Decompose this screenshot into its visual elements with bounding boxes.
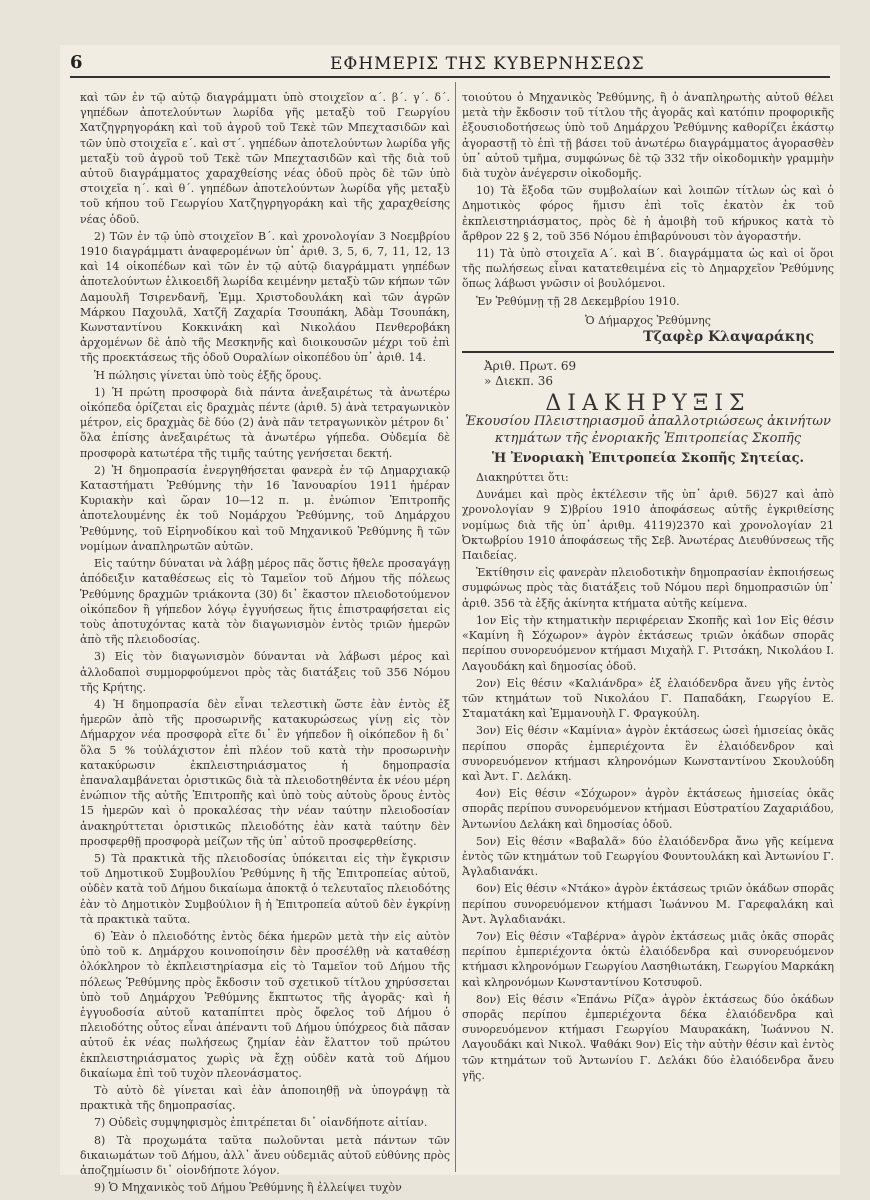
paragraph: 8) Τὰ προχωμάτα ταῦτα πωλοῦνται μετὰ πάντων τῶν δικαιωμάτων τοῦ Δήμου, ἀλλ᾽ ἄνευ οὐδεμιᾶς αὐτοῦ εὐθύνης πρὸς ἀποζημίωσιν δι᾽ οἱονδήποτε λόγον. bbox=[80, 1133, 450, 1178]
paragraph: 3) Εἰς τὸν διαγωνισμὸν δύνανται νὰ λάβωσι μέρος καὶ ἀλλοδαποὶ συμμορφούμενοι πρὸς τὰς διατάξεις τοῦ 356 Νόμου τῆς Κρήτης. bbox=[80, 650, 450, 694]
announcement-title: ΔΙΑΚΗΡΥΞΙΣ bbox=[545, 390, 751, 416]
protocol-number: Ἀριθ. Πρωτ. 69 bbox=[484, 359, 577, 374]
paragraph: 2) Τῶν ἐν τῷ ὑπὸ στοιχεῖον Β΄. καὶ χρονολογίαν 3 Νοεμβρίου 1910 διαγράμματι ἀναφερομένων ὑπ᾽ ἀριθ. 3, 5, 6, 7, 11, 12, 13 καὶ 14 οἰκοπέδων καὶ τῶν ἐν τῷ αὐτῷ διαγράμματι γηπέδων ἀποτελούντων ἑλικοειδῆ λωρίδα κειμένην μεταξὺ τῶν κήπων τῶν Δαμουλῆ Τσιρενδανῆ, Ἐμμ. Χριστοδουλάκη καὶ τῶν ἀγρῶν Μάρκου Παχουλᾶ, Χατζῆ Ζαχαρία Τσουπάκη, Ἀδὰμ Τσουπάκη, Κωνσταντίνου Κοκκινάκη καὶ Νικολάου Πενθεροβάκη ἀρχομένων δὲ ἀπὸ τῆς Μεσκηνῆς καὶ διοικουσῶν μέχρι τοῦ ἐπὶ τῆς προεκτάσεως τῆς ὁδοῦ Ουραλίων οἰκοπέδου ὑπ᾽ ἀριθ. 14. bbox=[80, 229, 450, 365]
announcement-issuer: Ἡ Ἐνοριακὴ Ἐπιτροπεία Σκοπῆς Σητείας. bbox=[491, 450, 805, 466]
paragraph: 3ον) Εἰς θέσιν «Καμίνια» ἀγρὸν ἐκτάσεως ὡσεὶ ἡμισείας ὀκᾶς περίπου σπορᾶς ἐμπεριέχοντα ἓν ἐλαιόδενδρον καὶ συνορευόμενον κτήμασι κληρονόμων Κωνσταντίνου Σκουλούδη καὶ Ἀντ. Γ. Δελάκη. bbox=[462, 724, 834, 783]
right-column bbox=[462, 90, 834, 1085]
paragraph: 4ον) Εἰς θέσιν «Σόχωρον» ἀγρὸν ἐκτάσεως ἡμισείας ὀκᾶς σπορᾶς περίπου συνορευόμενον κτήμασι Εὐστρατίου Ζαχαριάδου, Ἀντωνίου Δελάκη καὶ δημοσίας ὁδοῦ. bbox=[462, 787, 834, 831]
paragraph: 4) Ἡ δημοπρασία δὲν εἶναι τελεστικὴ ὥστε ἐὰν ἐντὸς ἐξ ἡμερῶν ἀπὸ τῆς προσωρινῆς κατακυρώσεως γίνῃ εἰς τὸν Δήμαρχον νέα προσφορὰ εἴτε δι᾽ ἓν γήπεδον ἢ οἰκόπεδον ἢ δι᾽ ὅλα 5 % τοὐλάχιστον ἐπὶ πλέον τοῦ κατὰ τὴν προσωρινὴν κατακύρωσιν ἐκπλειστηριάσματος ἡ δημοπρασία ἐπαναλαμβάνεται ὁριστικῶς διὰ τὰ πλειοδοτηθέντα ἐκ νέου μέρη ἐνώπιον τῆς αὐτῆς Ἐπιτροπῆς καὶ ὑπὸ τοὺς αὐτοὺς ὅρους ἐντὸς 15 ἡμερῶν καὶ ὁ προκαλέσας τὴν νέαν ταύτην πλειοδοσίαν ἀνακηρύττεται ὁριστικῶς πλειοδότης ἐὰν κατὰ ταύτην δὲν προσφερθῇ προσφορὰ μείζων τῆς ὑπ᾽ αὐτοῦ προσφερθείσης. bbox=[80, 697, 450, 848]
column-divider bbox=[455, 82, 456, 1172]
journal-title: ΕΦΗΜΕΡΙΣ ΤΗΣ ΚΥΒΕΡΝΗΣΕΩΣ bbox=[330, 54, 645, 74]
paragraph: 11) Τὰ ὑπὸ στοιχεῖα Α΄. καὶ Β΄. διαγράμματα ὡς καὶ οἱ ὅροι τῆς πωλήσεως εἶναι κατατεθειμένα εἰς τὸ Δημαρχεῖον Ῥεθύμνης ὅπως λάβωσι γνῶσιν οἱ βουλόμενοι. bbox=[462, 247, 834, 291]
page-number: 6 bbox=[70, 52, 83, 73]
paragraph: 1ον Εἰς τὴν κτηματικὴν περιφέρειαν Σκοπῆς καὶ 1ον Εἰς θέσιν «Καμίνη ἢ Σόχωρον» ἀγρὸν ἐκτάσεως τριῶν ὀκάδων σπορᾶς περίπου συνορευόμενον κτήμασι Μιχαὴλ Γ. Ριτσάκη, Νικολάου Ι. Λαγουδάκη καὶ δημοσίας ὁδοῦ. bbox=[462, 613, 834, 673]
section-divider bbox=[462, 351, 834, 353]
paragraph: καὶ τῶν ἐν τῷ αὐτῷ διαγράμματι ὑπὸ στοιχεῖον α΄. β΄. γ΄. δ΄. γηπέδων ἀποτελούντων λωρίδα γῆς μεταξὺ τοῦ Γεωργίου Χατζηγρηγοράκη καὶ τοῦ ἀγροῦ τοῦ Τεκὲ τῶν Μπεχτασιδῶν καὶ τῶν ὑπὸ στοιχεῖα ε΄. καὶ στ΄. γηπέδων ἀποτελούντων λωρίδα γῆς μεταξὺ τοῦ ἀγροῦ τοῦ Τεκὲ τῶν Μπεχτασιδῶν καὶ τῆς διὰ τοῦ αὐτοῦ διαγράμματος χαραχθείσης νέας ὁδοῦ πρὸς δὲ τῶν ὑπὸ στοιχεῖα η΄. καὶ θ΄. γηπέδων ἀποτελούντων λωρίδα γῆς μεταξὺ τοῦ κήπου τοῦ Γεωργίου Χατζηγρηγοράκη καὶ τῆς χαραχθείσης νέας ὁδοῦ. bbox=[80, 91, 450, 226]
signature-role: Ὁ Δήμαρχος Ῥεθύμνης bbox=[585, 313, 711, 327]
paragraph: 6ον) Εἰς θέσιν «Ντάκο» ἀγρὸν ἐκτάσεως τριῶν ὀκάδων σπορᾶς περίπου συνορευόμενον κτήμασι Ἰωάννου Μ. Γαρεφαλάκη καὶ Ἀντ. Ἀγλαδιανάκι. bbox=[462, 882, 834, 926]
left-column bbox=[80, 90, 450, 1197]
paragraph: 1) Ἡ πρώτη προσφορὰ διὰ πάντα ἀνεξαιρέτως τὰ ἀνωτέρω οἰκόπεδα ὁρίζεται εἰς δραχμὰς πέντε (ἀριθ. 5) ἀνὰ τετραγωνικὸν μέτρον, εἰς δραχμὰς δὲ δύο (2) ἀνὰ πᾶν τετραγωνικὸν μέτρον δι᾽ ὅλα ἐπίσης ἀνεξαιρέτως τὰ ἀνωτέρω γήπεδα. Οὐδεμία δὲ προσφορὰ κατωτέρα τῆς τιμῆς ταύτης γενήσεται δεκτή. bbox=[80, 385, 450, 460]
paragraph: Εἰς ταύτην δύναται νὰ λάβῃ μέρος πᾶς ὅστις ἤθελε προσαγάγῃ ἀπόδειξιν καταθέσεως εἰς τὸ Ταμεῖον τοῦ Δήμου τῆς πόλεως Ῥεθύμνης δραχμῶν τριάκοντα (30) δι᾽ ἕκαστον πλειοδοτούμενον οἰκόπεδον ἢ γήπεδον λόγῳ ἐγγυήσεως ἥτις ἐπιστραφήσεται εἰς τοὺς ἀποτυχόντας κατὰ τὸν διαγωνισμὸν ἐντὸς τριῶν ἡμερῶν ἀπὸ τῆς πλειοδοσίας. bbox=[80, 557, 450, 647]
paragraph: 7) Οὐδεὶς συμψηφισμὸς ἐπιτρέπεται δι᾽ οἱανδήποτε αἰτίαν. bbox=[94, 1116, 428, 1130]
paragraph: 7ον) Εἰς θέσιν «Ταβέρνα» ἀγρὸν ἐκτάσεως μιᾶς ὀκᾶς σπορᾶς περίπου ἐμπεριέχοντα ὀκτὼ ἐλαιόδενδρα καὶ συνορευόμενον κτήμασι κληρονόμων Γεωργίου Λασηθιωτάκη, Γεωργίου Μαρκάκη καὶ κληρονόμων Κωνσταντίνου Κοτσυφοῦ. bbox=[462, 929, 834, 989]
signature-name: Τζαφὲρ Κλαψαράκης bbox=[643, 329, 814, 346]
paragraph: Ἡ πώλησις γίνεται ὑπὸ τοὺς ἑξῆς ὅρους. bbox=[94, 368, 322, 382]
paragraph: Τὸ αὐτὸ δὲ γίνεται καὶ ἐὰν ἀποποιηθῇ νὰ ὑπογράψῃ τὰ πρακτικὰ τῆς δημοπρασίας. bbox=[80, 1084, 450, 1113]
paragraph: τοιούτου ὁ Μηχανικὸς Ῥεθύμνης, ἢ ὁ ἀναπληρωτὴς αὐτοῦ θέλει μετὰ τὴν ἔκδοσιν τοῦ τίτλου τῆς ἀγορᾶς καὶ κατόπιν προφορικῆς ἐξουσιοδοτήσεως ὑπὸ τοῦ Δημάρχου Ῥεθύμνης καθορίζει ἑκάστῳ ἀγοραστῇ τὸ ἐπὶ τῇ βάσει τοῦ ἀνωτέρω διαγράμματος ἀγορασθὲν ὑπ᾽ αὐτοῦ τμῆμα, συμφώνως δὲ τῷ 332 τῆν οἰκοδομικὴν γραμμὴν διὰ τυχὸν ἀνέγερσιν οἰκοδομῆς. bbox=[462, 91, 834, 181]
paragraph: 2ον) Εἰς θέσιν «Καλιάνδρα» ἐξ ἐλαιόδενδρα ἄνευ γῆς ἐντὸς τῶν κτημάτων τοῦ Νικολάου Γ. Παπαδάκη, Γεωργίου Ε. Σταματάκη καὶ Ἐμμανουὴλ Γ. Φραγκούλη. bbox=[462, 676, 834, 721]
paragraph: 8ον) Εἰς θέσιν «Ἐπάνω Ρίζα» ἀγρὸν ἐκτάσεως δύο ὀκάδων σπορᾶς περίπου ἐμπεριέχοντα δέκα ἐλαιόδενδρα καὶ συνορευόμενον κτήμασι Γεωργίου Μαυρακάκη, Ἰωάννου Ν. Λαγουδάκι καὶ Νικολ. Ψαθάκι 9ον) Εἰς τὴν αὐτὴν θέσιν καὶ ἐντὸς τῶν κτημάτων τοῦ Ἀντωνίου Γ. Δελάκι δύο ἐλαιόδενδρα ἄνευ γῆς. bbox=[462, 992, 834, 1082]
paragraph: 5) Τὰ πρακτικὰ τῆς πλειοδοσίας ὑπόκειται εἰς τὴν ἔγκρισιν τοῦ Δημοτικοῦ Συμβουλίου Ῥεθύμνης ἢ τῆς Ἐπιτροπείας αὐτοῦ, οὐδὲν κατὰ τοῦ Δήμου δικαίωμα ἀποκτᾷ ὁ τελευταῖος πλειοδότης ἐὰν τὸ Δημοτικὸν Συμβούλιον ἢ ἡ Ἐπιτροπεία αὐτοῦ δὲν ἐγκρίνῃ τὰ πρακτικὰ ταῦτα. bbox=[80, 851, 450, 926]
paragraph: Δυνάμει καὶ πρὸς ἐκτέλεσιν τῆς ὑπ᾽ ἀριθ. 56)27 καὶ ἀπὸ χρονολογίαν 9 Σ)βρίου 1910 ἀποφάσεως αὐτῆς ἐγκριθείσης νομίμως διὰ τῆς ὑπ᾽ ἀριθμ. 4119)2370 καὶ χρονολογίαν 21 Ὀκτωβρίου 1910 ἀποφάσεως τῆς Σεβ. Ἀνωτέρας Διευθύνσεως τῆς Παιδείας. bbox=[462, 488, 834, 563]
date-line: Ἐν Ῥεθύμνῃ τῇ 28 Δεκεμβρίου 1910. bbox=[476, 294, 680, 308]
page-header bbox=[70, 52, 830, 78]
paragraph: 9) Ὁ Μηχανικὸς τοῦ Δήμου Ῥεθύμνης ἢ ἐλλείψει τυχὸν bbox=[94, 1181, 402, 1195]
paragraph: 6) Ἐὰν ὁ πλειοδότης ἐντὸς δέκα ἡμερῶν μετὰ τὴν εἰς αὐτὸν ὑπὸ τοῦ κ. Δημάρχου κοινοποίησιν δὲν προσέλθῃ νὰ καταθέσῃ ὁλόκληρον τὸ ἐκπλειστηρίασμα εἰς τὸ Ταμεῖον τοῦ Δήμου τῆς πόλεως Ῥεθύμνης πρὸς ἔκδοσιν τοῦ σχετικοῦ τίτλου χηρύσσεται ὑπὸ τοῦ Δημάρχου Ῥεθύμνης ἔκπτωτος τῆς ἀγορᾶς· καὶ ἡ ἐγγυοδοσία αὐτοῦ καταπίπτει πρὸς ὄφελος τοῦ Δήμου ὁ πλειοδότης οὗτος εἶναι ἀπέναντι τοῦ Δήμου ὑπόχρεος διὰ πᾶσαν αὐτοῦ ἐκ νέας πωλήσεως ζημίαν ἐὰν ἔλαττον τοῦ πρώτου ἐκπλειστηριάσματος χωρὶς νὰ ἔχῃ οὐδὲν κατὰ τοῦ Δήμου δικαίωμα ἐπὶ τοῦ τυχὸν πλεονάσματος. bbox=[80, 929, 450, 1080]
paragraph: 2) Ἡ δημοπρασία ἐνεργηθήσεται φανερὰ ἐν τῷ Δημαρχιακῷ Καταστήματι Ῥεθύμνης τὴν 16 Ἰανουαρίου 1911 ἡμέραν Κυριακὴν καὶ ὥραν 10—12 π. μ. ἐνώπιον Ἐπιτροπῆς ἀποτελουμένης ἐκ τοῦ Νομάρχου Ῥεθύμνης, τοῦ Δημάρχου Ῥεθύμνης, τοῦ Εἰρηνοδίκου καὶ τοῦ Μηχανικοῦ Ῥεθύμνης ἢ τῶν νομίμων ἀναπληρωτῶν αὐτῶν. bbox=[80, 463, 450, 553]
announcement-subtitle: Ἑκουσίου Πλειστηριασμοῦ ἀπαλλοτριώσεως ἀκινήτων κτημάτων τῆς ἐνοριακῆς Ἐπιτροπείας Σκοπῆς bbox=[465, 413, 831, 446]
paragraph: 10) Τὰ ἔξοδα τῶν συμβολαίων καὶ λοιπῶν τίτλων ὡς καὶ ὁ Δημοτικὸς φόρος ἥμισυ ἐπὶ τοῖς ἑκατὸν ἐκ τοῦ ἐκπλειστηριάσματος, πρὸς δὲ ἡ ἀμοιβὴ τοῦ κήρυκος κατὰ τὸ ἄρθρον 22 § 2, τοῦ 356 Νόμου ἐπιβαρύνουσι τὸν ἀγοραστήν. bbox=[462, 184, 834, 243]
diekp-number: » Διεκπ. 36 bbox=[484, 374, 554, 389]
paragraph: Διακηρύττει ὅτι: bbox=[476, 471, 569, 485]
paragraph: 5ον) Εἰς θέσιν «Βαβαλᾶ» δύο ἐλαιόδενδρα ἄνω γῆς κείμενα ἐντὸς τῶν κτημάτων τοῦ Γεωργίου Φουντουλάκη καὶ Ἀντωνίου Γ. Ἀγλαδιανάκι. bbox=[462, 834, 834, 879]
paragraph: Ἐκτίθησιν εἰς φανερὰν πλειοδοτικὴν δημοπρασίαν ἐκποιήσεως συμφώνως πρὸς τὰς διατάξεις τοῦ Νόμου περὶ δημοπρασιῶν ὑπ᾽ ἀριθ. 356 τὰ ἐξῆς ἀκίνητα κτήματα αὐτῆς κείμενα. bbox=[462, 566, 834, 610]
